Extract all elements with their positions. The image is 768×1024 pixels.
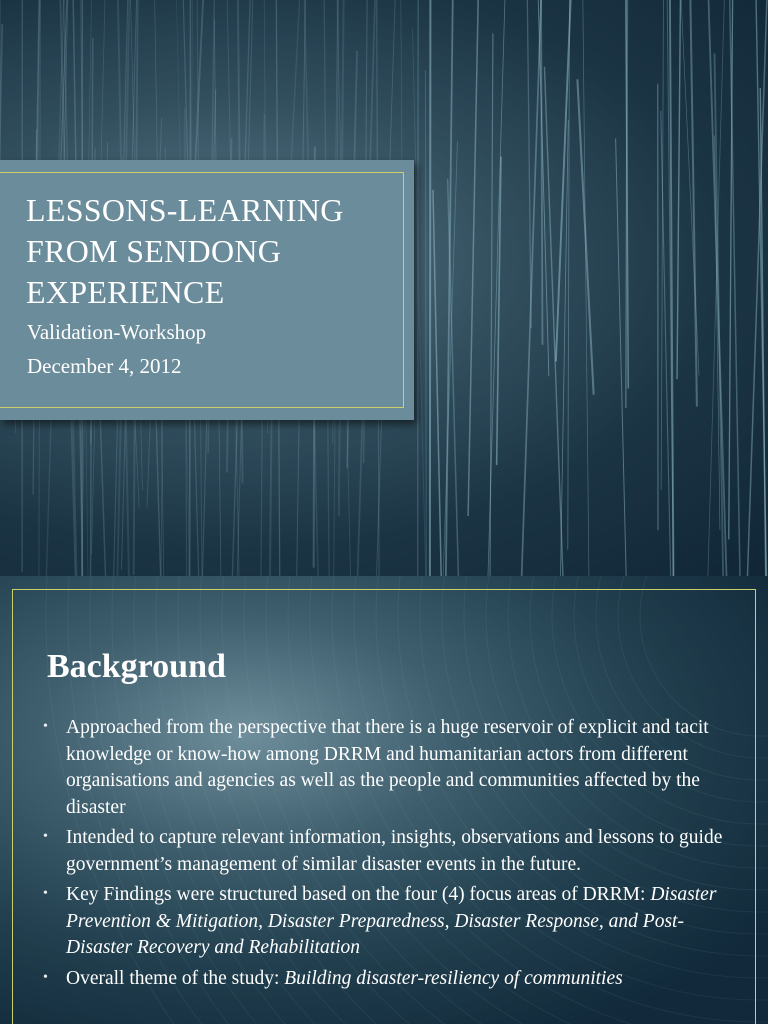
bullet-dot-icon: • bbox=[43, 829, 48, 844]
background-line bbox=[527, 0, 531, 328]
title-line-2: FROM SENDONG bbox=[26, 233, 282, 269]
background-line bbox=[577, 79, 593, 394]
background-line bbox=[690, 0, 696, 407]
bullet-text: Approached from the perspective that there is a huge reservoir of explicit and tacit knowledge or know-how among DRRM and humanitarian actors from different organisations and agencies as well as the people and communities affected by the disaster bbox=[66, 717, 709, 818]
bullet-text: Overall theme of the study: bbox=[66, 967, 285, 989]
slide-subtitle: Validation-Workshop bbox=[27, 320, 207, 344]
title-line-3: EXPERIENCE bbox=[26, 274, 225, 310]
bullet-item bbox=[40, 882, 730, 962]
background-line bbox=[681, 0, 699, 375]
bullet-text: Key Findings were structured based on the four (4) focus areas of DRRM: bbox=[66, 884, 651, 905]
slide-date: December 4, 2012 bbox=[27, 354, 182, 378]
section-heading: Background bbox=[47, 648, 226, 685]
background-line bbox=[730, 0, 740, 576]
bullet-dot-icon: • bbox=[43, 719, 48, 734]
slide-title bbox=[26, 190, 406, 313]
background-line bbox=[433, 190, 441, 576]
background-line bbox=[412, 29, 425, 576]
background-line bbox=[709, 0, 727, 576]
bullet-italic-text: Disaster Prevention & Mitigation, Disaster Preparedness, Disaster Response, and Post-Disaster Recovery and Rehabilitation bbox=[66, 884, 717, 958]
bullet-list bbox=[40, 715, 730, 996]
bullet-item bbox=[40, 966, 730, 993]
bullet-item bbox=[40, 825, 730, 878]
bullet-item bbox=[40, 715, 730, 821]
background-line bbox=[616, 138, 627, 576]
background-line bbox=[522, 0, 541, 576]
background-line bbox=[541, 0, 542, 345]
background-line bbox=[426, 70, 427, 576]
bullet-text: Intended to capture relevant information, insights, observations and lessons to guide government’s management of similar disaster events in the future. bbox=[66, 827, 723, 875]
background-line bbox=[560, 120, 568, 576]
background-line bbox=[430, 0, 431, 576]
background-line bbox=[468, 0, 478, 516]
background-line bbox=[446, 0, 453, 576]
bullet-dot-icon: • bbox=[43, 969, 48, 985]
bullet-italic-text: Building disaster-resiliency of communities bbox=[284, 967, 623, 989]
background-line bbox=[677, 0, 680, 379]
bullet-dot-icon: • bbox=[43, 886, 48, 901]
title-line-1: LESSONS-LEARNING bbox=[26, 192, 344, 228]
background-slide bbox=[0, 576, 768, 1024]
background-line bbox=[490, 34, 493, 576]
